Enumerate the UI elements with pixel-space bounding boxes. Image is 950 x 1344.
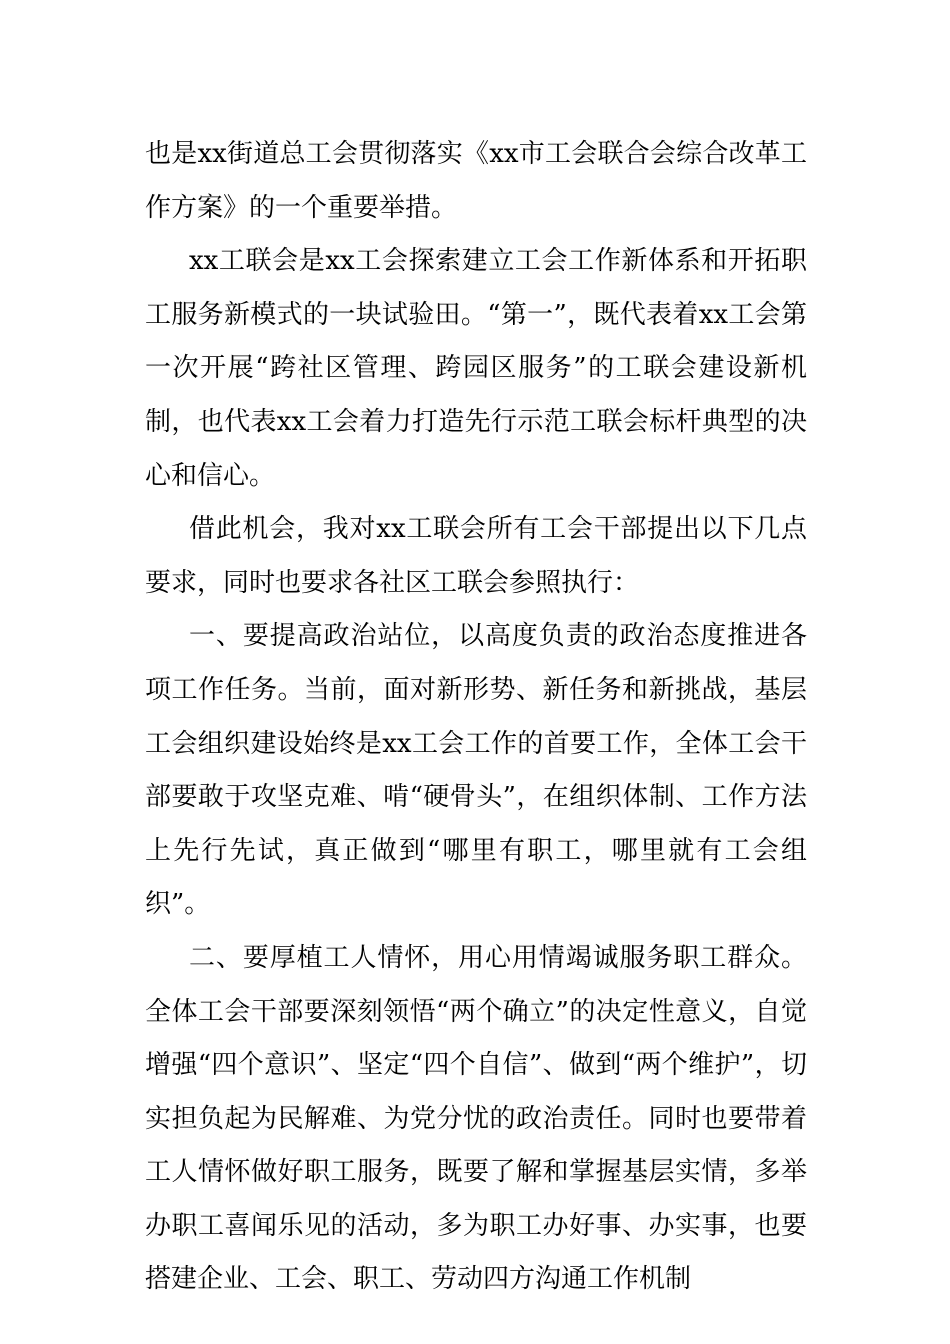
paragraph-requirement-one: 一、要提高政治站位，以高度负责的政治态度推进各项工作任务。当前，面对新形势、新任务和新挑战，基层工会组织建设始终是xx工会工作的首要工作，全体工会干部要敢于攻坚克难、啃“硬骨头”，在组织体制、工作方法上先行先试，真正做到“哪里有职工，哪里就有工会组织”。 <box>145 621 807 920</box>
document-body <box>145 128 807 1307</box>
paragraph-requirement-two: 二、要厚植工人情怀，用心用情竭诚服务职工群众。全体工会干部要深刻领悟“两个确立”的决定性意义，自觉增强“四个意识”、坚定“四个自信”、做到“两个维护”，切实担负起为民解难、为党分忧的政治责任。同时也要带着工人情怀做好职工服务，既要了解和掌握基层实情，多举办职工喜闻乐见的活动，多为职工办好事、办实事，也要搭建企业、工会、职工、劳动四方沟通工作机制 <box>145 942 807 1295</box>
paragraph-requirements-intro: 借此机会，我对xx工联会所有工会干部提出以下几点要求，同时也要求各社区工联会参照执行： <box>145 514 807 598</box>
paragraph-continuation: 也是xx街道总工会贯彻落实《xx市工会联合会综合改革工作方案》的一个重要举措。 <box>145 139 807 223</box>
paragraph-pilot-field: xx工联会是xx工会探索建立工会工作新体系和开拓职工服务新模式的一块试验田。“第一”，既代表着xx工会第一次开展“跨社区管理、跨园区服务”的工联会建设新机制，也代表xx工会着力打造先行示范工联会标杆典型的决心和信心。 <box>145 246 807 491</box>
